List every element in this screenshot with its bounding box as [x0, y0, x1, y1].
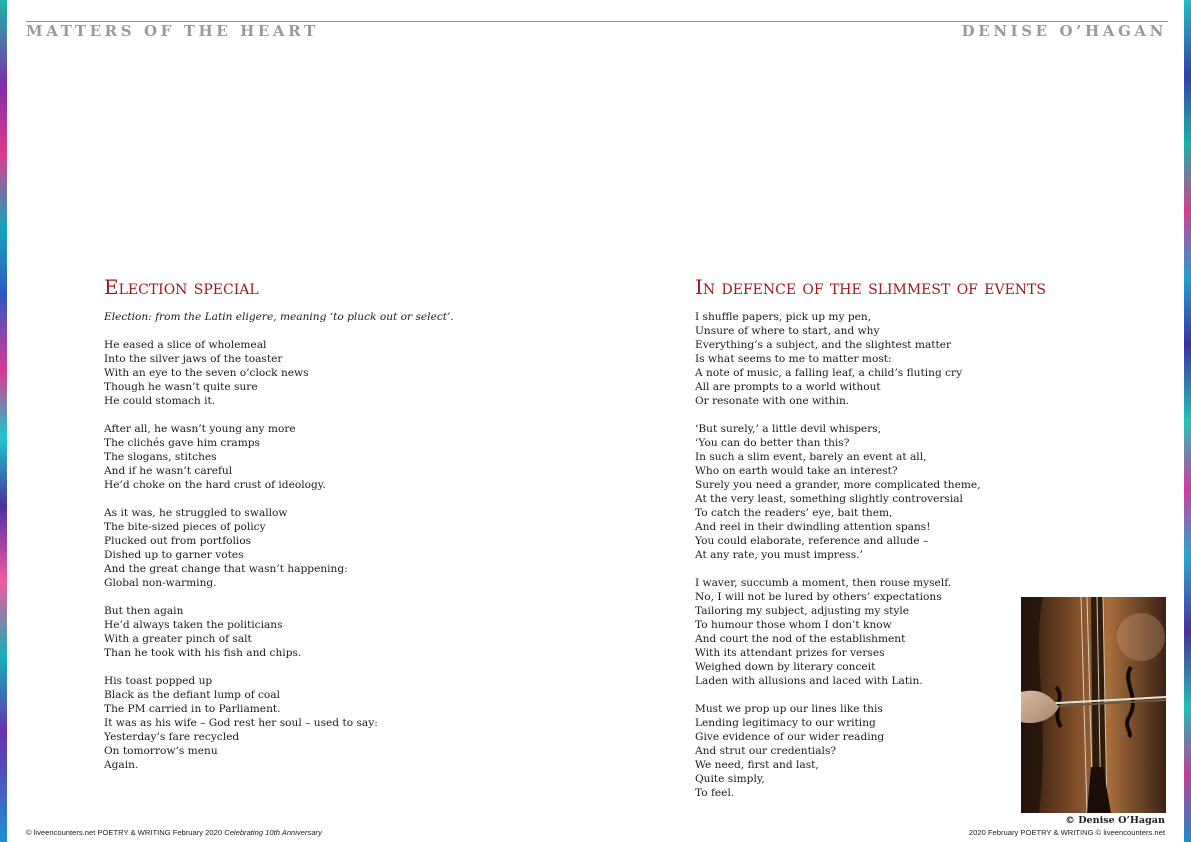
- poem-line: And reel in their dwindling attention spans!: [695, 521, 931, 533]
- poem-line: With an eye to the seven o’clock news: [104, 367, 309, 379]
- decorative-edge-right: [1184, 0, 1191, 842]
- poem-line: Quite simply,: [695, 773, 765, 785]
- poem-line: All are prompts to a world without: [695, 381, 881, 393]
- stanza: [104, 674, 564, 772]
- poem-line: He could stomach it.: [104, 395, 216, 407]
- decorative-edge-left: [0, 0, 7, 842]
- poem-line: ‘You can do better than this?: [695, 437, 850, 449]
- poem-election-special: [104, 274, 564, 786]
- poem-line: Into the silver jaws of the toaster: [104, 353, 283, 365]
- cello-photo-icon: [1021, 597, 1166, 813]
- poem-line: And strut our credentials?: [695, 745, 837, 757]
- footer-left-italic: Celebrating 10th Anniversary: [224, 828, 322, 837]
- poem-line: To humour those whom I don’t know: [695, 619, 892, 631]
- stanza: [695, 422, 1155, 562]
- poem-line: And if he wasn’t careful: [104, 465, 233, 477]
- poem-title: In defence of the slimmest of events: [695, 275, 1046, 299]
- running-head-left: MATTERS OF THE HEART: [26, 22, 319, 40]
- poem-line: Or resonate with one within.: [695, 395, 850, 407]
- poem-line: Lending legitimacy to our writing: [695, 717, 876, 729]
- poem-body: [104, 338, 564, 772]
- poem-line: Weighed down by literary conceit: [695, 661, 876, 673]
- poem-line: At any rate, you must impress.’: [695, 549, 863, 561]
- footer-left: [26, 828, 322, 837]
- poem-line: Is what seems to me to matter most:: [695, 353, 892, 365]
- poem-line: No, I will not be lured by others’ expectations: [695, 591, 942, 603]
- poem-line: He eased a slice of wholemeal: [104, 339, 267, 351]
- stanza: [104, 506, 564, 590]
- poem-line: I shuffle papers, pick up my pen,: [695, 311, 872, 323]
- poem-line: Tailoring my subject, adjusting my style: [695, 605, 910, 617]
- footer-right: 2020 February POETRY & WRITING © liveencounters.net: [968, 828, 1165, 837]
- poem-line: Yesterday’s fare recycled: [104, 731, 240, 743]
- poem-line: But then again: [104, 605, 184, 617]
- photo-credit: © Denise O’Hagan: [1065, 815, 1165, 826]
- poem-line: Everything’s a subject, and the slightest matter: [695, 339, 952, 351]
- poem-line: To catch the readers’ eye, bait them,: [695, 507, 893, 519]
- poem-line: You could elaborate, reference and allude –: [695, 535, 929, 547]
- poem-line: Who on earth would take an interest?: [695, 465, 898, 477]
- poem-line: Black as the defiant lump of coal: [104, 689, 281, 701]
- poem-line: His toast popped up: [104, 675, 213, 687]
- poem-line: With its attendant prizes for verses: [695, 647, 885, 659]
- stanza: [104, 604, 564, 660]
- poem-line: It was as his wife – God rest her soul – used to say:: [104, 717, 378, 729]
- poem-line: With a greater pinch of salt: [104, 633, 252, 645]
- poem-line: The slogans, stitches: [104, 451, 217, 463]
- poem-line: ‘But surely,’ a little devil whispers,: [695, 423, 882, 435]
- poem-line: To feel.: [695, 787, 735, 799]
- poem-line: Unsure of where to start, and why: [695, 325, 880, 337]
- poem-line: The PM carried in to Parliament.: [104, 703, 281, 715]
- poem-line: We need, first and last,: [695, 759, 819, 771]
- poem-line: In such a slim event, barely an event at all,: [695, 451, 927, 463]
- footer-left-text: © liveencounters.net POETRY & WRITING February 2020: [26, 828, 223, 837]
- poem-line: I waver, succumb a moment, then rouse myself.: [695, 577, 952, 589]
- poem-line: The clichés gave him cramps: [104, 437, 260, 449]
- poem-line: Laden with allusions and laced with Latin.: [695, 675, 923, 687]
- poem-line: And court the nod of the establishment: [695, 633, 906, 645]
- poem-line: Global non-warming.: [104, 577, 217, 589]
- poem-line: And the great change that wasn’t happening:: [104, 563, 348, 575]
- poem-line: Than he took with his fish and chips.: [104, 647, 302, 659]
- poem-line: Dished up to garner votes: [104, 549, 244, 561]
- poem-title: Election special: [104, 275, 259, 299]
- stanza: [695, 310, 1155, 408]
- stanza: [104, 338, 564, 408]
- poem-line: After all, he wasn’t young any more: [104, 423, 296, 435]
- poem-line: Again.: [104, 759, 139, 771]
- poem-line: He’d choke on the hard crust of ideology.: [104, 479, 326, 491]
- stanza: [104, 422, 564, 492]
- poem-line: Give evidence of our wider reading: [695, 731, 885, 743]
- poem-line: He’d always taken the politicians: [104, 619, 283, 631]
- poem-line: On tomorrow’s menu: [104, 745, 218, 757]
- poem-line: Plucked out from portfolios: [104, 535, 252, 547]
- poem-line: Surely you need a grander, more complicated theme,: [695, 479, 981, 491]
- poem-line: The bite-sized pieces of policy: [104, 521, 266, 533]
- poem-line: Must we prop up our lines like this: [695, 703, 883, 715]
- poem-line: Though he wasn’t quite sure: [104, 381, 258, 393]
- running-head-right: DENISE O’HAGAN: [961, 22, 1167, 40]
- poem-line: As it was, he struggled to swallow: [104, 507, 288, 519]
- poem-epigraph: Election: from the Latin eligere, meaning ‘to pluck out or select’.: [104, 311, 454, 323]
- poem-line: A note of music, a falling leaf, a child’s fluting cry: [695, 367, 963, 379]
- poem-line: At the very least, something slightly controversial: [695, 493, 963, 505]
